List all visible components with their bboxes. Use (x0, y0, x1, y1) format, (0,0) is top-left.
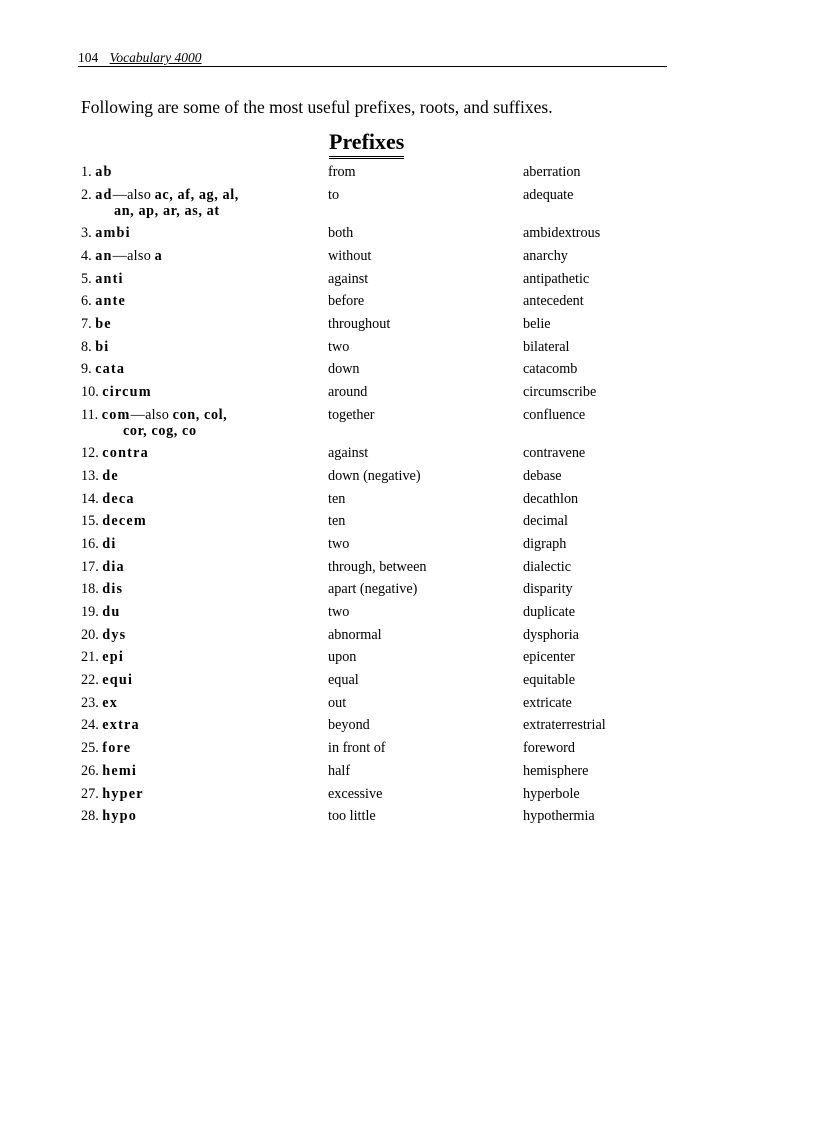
meaning-cell: around (328, 384, 368, 400)
example-word-cell: belie (523, 315, 551, 332)
prefix-cell (81, 225, 316, 241)
meaning-cell: half (328, 762, 351, 779)
prefix-cell (81, 808, 316, 824)
table-row (81, 442, 701, 465)
example-word-cell: hypothermia (523, 808, 595, 825)
section-title: Prefixes (329, 129, 404, 159)
entry-number: 22. (81, 672, 99, 689)
table-row (81, 358, 701, 381)
table-row (81, 245, 701, 268)
table-row (81, 161, 701, 184)
entry-number: 18. (81, 581, 99, 598)
entry-number: 3. (81, 225, 92, 242)
prefix-term: deca (102, 490, 135, 507)
prefix-term: de (102, 467, 119, 484)
prefix-term: hemi (102, 762, 138, 779)
entry-number: 17. (81, 558, 99, 575)
entry-number: 24. (81, 717, 99, 734)
prefix-cell (81, 695, 316, 711)
entry-number: 5. (81, 270, 92, 287)
example-word-cell: dialectic (523, 558, 572, 575)
prefix-cell (81, 339, 316, 355)
example-word-cell: epicenter (523, 649, 575, 666)
example-word-cell: hyperbole (523, 785, 580, 802)
meaning-cell: without (328, 247, 372, 264)
example-word-cell: circumscribe (523, 384, 597, 400)
example-word-cell: aberration (523, 164, 581, 180)
entry-number: 26. (81, 762, 99, 779)
prefix-term: bi (95, 338, 110, 355)
example-word-cell: antipathetic (523, 270, 590, 287)
table-row (81, 381, 701, 404)
prefix-variants-continued: cor, cog, co (123, 422, 197, 439)
meaning-cell: down (negative) (328, 467, 421, 484)
meaning-cell: against (328, 445, 369, 462)
example-word-cell: duplicate (523, 604, 575, 620)
prefix-cell (81, 468, 316, 484)
meaning-cell: ten (328, 490, 346, 507)
entry-number: 4. (81, 247, 92, 264)
prefix-term: ante (95, 293, 126, 310)
example-word-cell: antecedent (523, 293, 584, 310)
table-row (81, 488, 701, 511)
entry-number: 27. (81, 785, 99, 802)
meaning-cell: apart (negative) (328, 581, 418, 598)
prefix-term: hypo (102, 808, 138, 825)
example-word-cell: contravene (523, 445, 586, 462)
running-head (78, 50, 667, 67)
table-row (81, 404, 701, 443)
meaning-cell: abnormal (328, 626, 382, 643)
meaning-cell: through, between (328, 558, 427, 575)
meaning-cell: out (328, 694, 347, 711)
example-word-cell: decathlon (523, 490, 579, 507)
prefix-variants: con, col, (172, 406, 228, 423)
meaning-cell: both (328, 225, 354, 242)
example-word-cell: ambidextrous (523, 225, 601, 242)
example-word-cell: decimal (523, 513, 568, 530)
table-row (81, 336, 701, 359)
meaning-cell: throughout (328, 315, 391, 332)
table-row (81, 578, 701, 601)
entry-number: 14. (81, 490, 99, 507)
also-label: —also (112, 247, 152, 264)
meaning-cell: before (328, 293, 365, 310)
prefix-term: cata (95, 361, 126, 378)
prefix-cell (81, 536, 316, 552)
entry-number: 28. (81, 808, 99, 825)
prefix-cell (81, 559, 316, 575)
entry-number: 1. (81, 164, 92, 180)
prefix-term: anti (95, 270, 124, 287)
prefix-cell (81, 740, 316, 756)
entry-number: 9. (81, 361, 92, 378)
prefix-cell (81, 604, 316, 620)
prefix-cell (81, 445, 316, 461)
entry-number: 13. (81, 467, 99, 484)
prefix-term: an (95, 247, 113, 264)
prefix-cell (81, 513, 316, 529)
entry-number: 6. (81, 293, 92, 310)
prefix-cell (81, 491, 316, 507)
table-row (81, 601, 701, 624)
prefix-term: equi (102, 672, 134, 689)
meaning-cell: to (328, 186, 340, 203)
book-title: Vocabulary 4000 (109, 50, 202, 65)
example-word-cell: digraph (523, 535, 567, 552)
example-word-cell: adequate (523, 186, 574, 203)
prefix-cell (81, 786, 316, 802)
meaning-cell: too little (328, 808, 376, 825)
prefix-cell (81, 672, 316, 688)
table-row (81, 556, 701, 579)
table-row (81, 222, 701, 245)
entry-number: 16. (81, 535, 99, 552)
entry-number: 15. (81, 513, 99, 530)
example-word-cell: bilateral (523, 338, 570, 355)
also-label: —also (112, 186, 152, 203)
prefix-cell (81, 407, 316, 439)
prefix-term: dia (102, 558, 125, 575)
table-row (81, 533, 701, 556)
example-word-cell: anarchy (523, 247, 568, 264)
prefix-cell (81, 187, 316, 219)
prefix-term: dis (102, 581, 124, 598)
prefix-term: hyper (102, 785, 144, 802)
table-row (81, 510, 701, 533)
table-row (81, 714, 701, 737)
entry-number: 11. (81, 406, 99, 423)
table-row (81, 624, 701, 647)
prefix-term: ab (95, 164, 113, 180)
prefix-term: com (101, 406, 131, 423)
entry-number: 23. (81, 694, 99, 711)
meaning-cell: two (328, 338, 350, 355)
meaning-cell: beyond (328, 717, 370, 734)
prefix-term: circum (102, 384, 152, 400)
prefix-cell (81, 293, 316, 309)
page-number: 104 (78, 50, 99, 65)
intro-text: Following are some of the most useful prefixes, roots, and suffixes. (81, 97, 553, 117)
prefix-cell (81, 649, 316, 665)
prefix-cell (81, 361, 316, 377)
prefix-term: ambi (95, 225, 131, 242)
entry-number: 8. (81, 338, 92, 355)
prefix-cell (81, 164, 316, 180)
entry-number: 12. (81, 445, 99, 462)
example-word-cell: equitable (523, 672, 575, 689)
entry-number: 19. (81, 604, 99, 620)
table-row (81, 805, 701, 828)
prefix-cell (81, 316, 316, 332)
prefix-cell (81, 581, 316, 597)
meaning-cell: together (328, 406, 375, 423)
prefix-cell (81, 384, 316, 400)
meaning-cell: against (328, 270, 369, 287)
entry-number: 25. (81, 740, 99, 757)
meaning-cell: upon (328, 649, 357, 666)
prefix-term: dys (102, 626, 127, 643)
prefix-term: ex (102, 694, 119, 711)
prefix-term: epi (102, 649, 125, 666)
example-word-cell: debase (523, 467, 562, 484)
prefix-cell (81, 717, 316, 733)
meaning-cell: equal (328, 672, 359, 689)
meaning-cell: excessive (328, 785, 383, 802)
table-row (81, 737, 701, 760)
prefix-term: contra (102, 445, 149, 462)
prefix-term: di (102, 535, 117, 552)
prefix-cell (81, 763, 316, 779)
entry-number: 20. (81, 626, 99, 643)
example-word-cell: disparity (523, 581, 573, 598)
prefix-term: fore (102, 740, 132, 757)
example-word-cell: catacomb (523, 361, 578, 378)
example-word-cell: dysphoria (523, 626, 579, 643)
entry-number: 10. (81, 384, 99, 400)
table-row (81, 646, 701, 669)
also-label: —also (130, 406, 170, 423)
prefix-variants-continued: an, ap, ar, as, at (114, 202, 220, 219)
table-row (81, 184, 701, 223)
prefix-term: du (102, 604, 121, 620)
prefix-cell (81, 627, 316, 643)
entry-number: 21. (81, 649, 99, 666)
meaning-cell: ten (328, 513, 346, 530)
table-row (81, 783, 701, 806)
entry-number: 7. (81, 315, 92, 332)
table-row (81, 760, 701, 783)
table-row (81, 313, 701, 336)
example-word-cell: extraterrestrial (523, 717, 606, 734)
example-word-cell: extricate (523, 694, 572, 711)
example-word-cell: confluence (523, 406, 586, 423)
prefix-term: decem (102, 513, 147, 530)
prefix-term: ad (95, 186, 113, 203)
table-row (81, 669, 701, 692)
prefix-variants: a (154, 247, 163, 264)
prefix-term: be (95, 315, 112, 332)
meaning-cell: down (328, 361, 360, 378)
prefix-term: extra (102, 717, 140, 734)
meaning-cell: two (328, 535, 350, 552)
prefix-cell (81, 271, 316, 287)
prefix-variants: ac, af, ag, al, (154, 186, 239, 203)
entry-number: 2. (81, 186, 92, 203)
example-word-cell: hemisphere (523, 762, 589, 779)
table-row (81, 465, 701, 488)
table-row (81, 268, 701, 291)
prefix-cell (81, 248, 316, 264)
table-row (81, 692, 701, 715)
prefix-table (81, 161, 701, 828)
table-row (81, 290, 701, 313)
meaning-cell: two (328, 604, 350, 620)
example-word-cell: foreword (523, 740, 575, 757)
meaning-cell: from (328, 164, 356, 180)
meaning-cell: in front of (328, 740, 386, 757)
